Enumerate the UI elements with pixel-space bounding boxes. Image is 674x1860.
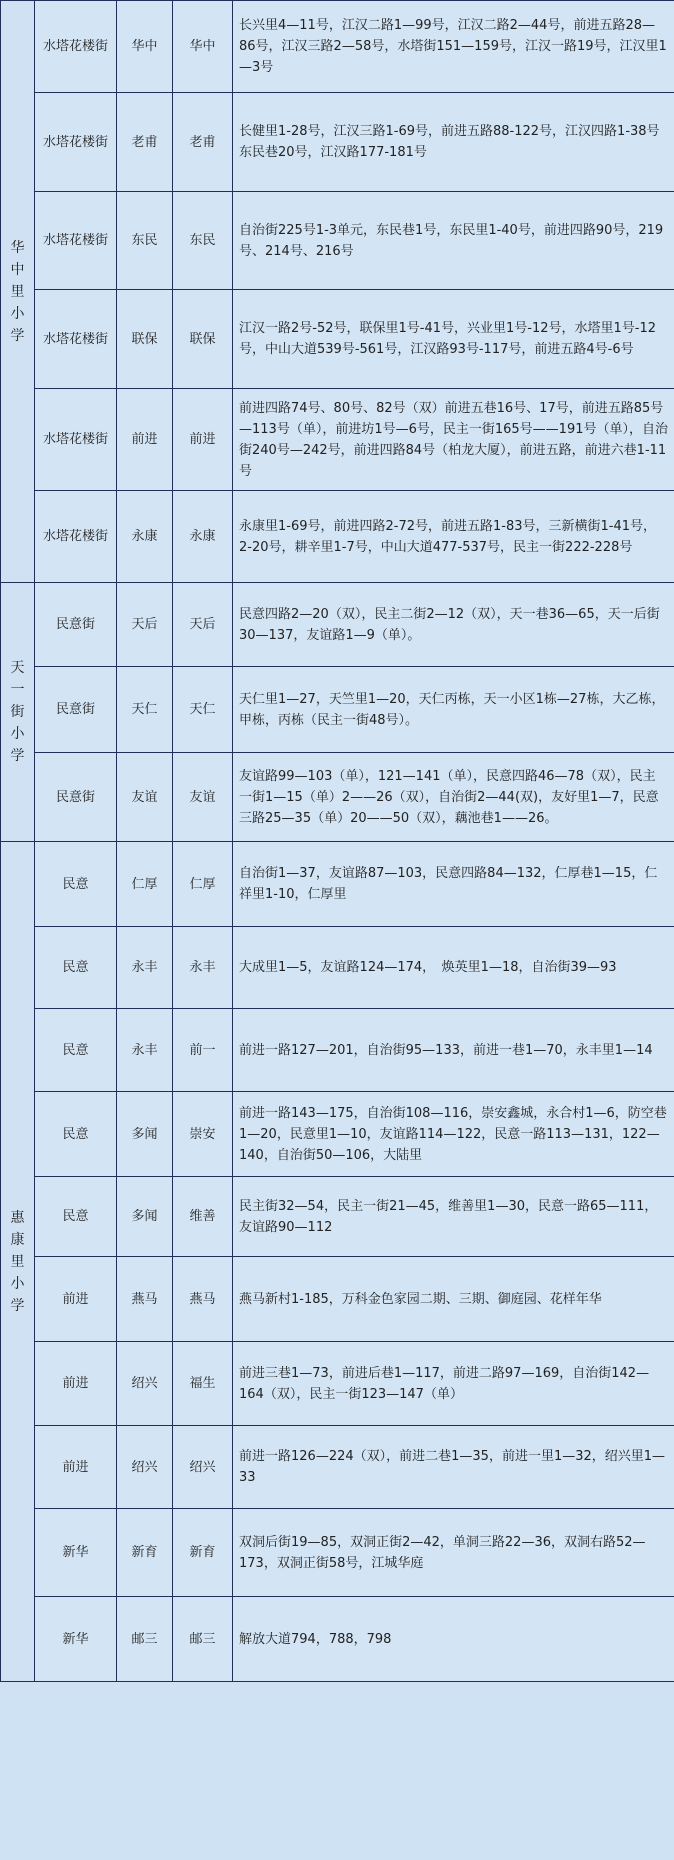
community-cell: 华中 (117, 1, 173, 93)
street-cell: 水塔花楼街 (35, 491, 117, 583)
zone-cell: 燕马 (173, 1257, 233, 1342)
community-cell: 天仁 (117, 667, 173, 753)
street-cell: 前进 (35, 1426, 117, 1509)
address-cell: 自治街225号1-3单元，东民巷1号，东民里1-40号，前进四路90号，219号、214号、216号 (233, 192, 674, 290)
community-cell: 多闻 (117, 1177, 173, 1257)
address-cell: 前进三巷1—73，前进后巷1—117，前进二路97—169，自治街142—164（双），民主一街123—147（单） (233, 1342, 674, 1426)
street-cell: 水塔花楼街 (35, 290, 117, 389)
school-name: 天一街小学 (10, 660, 25, 764)
address-cell: 长健里1-28号，江汉三路1-69号，前进五路88-122号，江汉四路1-38号东民巷20号，江汉路177-181号 (233, 93, 674, 192)
street-cell: 民意街 (35, 583, 117, 667)
zone-cell: 永丰 (173, 927, 233, 1009)
address-cell: 解放大道794，788，798 (233, 1597, 674, 1682)
zone-cell: 维善 (173, 1177, 233, 1257)
address-cell: 民主街32—54，民主一街21—45，维善里1—30，民意一路65—111，友谊路90—112 (233, 1177, 674, 1257)
zone-cell: 新育 (173, 1509, 233, 1597)
address-cell: 前进四路74号、80号、82号（双）前进五巷16号、17号，前进五路85号—113号（单），前进坊1号—6号，民主一街165号——191号（单），自治街240号—242号，前进四路84号（柏龙大厦），前进五路，前进六巷1-11号 (233, 389, 674, 491)
address-cell: 自治街1—37，友谊路87—103，民意四路84—132，仁厚巷1—15，仁祥里1-10，仁厚里 (233, 842, 674, 927)
community-cell: 天后 (117, 583, 173, 667)
street-cell: 水塔花楼街 (35, 389, 117, 491)
street-cell: 新华 (35, 1597, 117, 1682)
address-cell: 燕马新村1-185，万科金色家园二期、三期、御庭园、花样年华 (233, 1257, 674, 1342)
table-row (1, 389, 674, 491)
zone-cell: 老甫 (173, 93, 233, 192)
zone-cell: 前进 (173, 389, 233, 491)
address-cell: 友谊路99—103（单），121—141（单），民意四路46—78（双），民主一街1—15（单）2——26（双），自治街2—44(双)，友好里1—7，民意三路25—35（单）20——50（双），藕池巷1——26。 (233, 753, 674, 842)
community-cell: 绍兴 (117, 1342, 173, 1426)
community-cell: 联保 (117, 290, 173, 389)
table-row (1, 1426, 674, 1509)
address-cell: 前进一路127—201，自治街95—133，前进一巷1—70，永丰里1—14 (233, 1009, 674, 1092)
street-cell: 民意街 (35, 753, 117, 842)
table-row (1, 1509, 674, 1597)
community-cell: 东民 (117, 192, 173, 290)
street-cell: 水塔花楼街 (35, 93, 117, 192)
community-cell: 新育 (117, 1509, 173, 1597)
zone-cell: 天仁 (173, 667, 233, 753)
table-row (1, 1, 674, 93)
address-cell: 前进一路126—224（双），前进二巷1—35，前进一里1—32，绍兴里1—33 (233, 1426, 674, 1509)
table-row (1, 667, 674, 753)
school-cell (1, 583, 35, 842)
community-cell: 永丰 (117, 927, 173, 1009)
community-cell: 前进 (117, 389, 173, 491)
community-cell: 邮三 (117, 1597, 173, 1682)
table-row (1, 583, 674, 667)
table-row (1, 1342, 674, 1426)
street-cell: 民意 (35, 1009, 117, 1092)
street-cell: 水塔花楼街 (35, 192, 117, 290)
table-row (1, 1009, 674, 1092)
table-row (1, 1177, 674, 1257)
table-row (1, 192, 674, 290)
street-cell: 新华 (35, 1509, 117, 1597)
table-row (1, 491, 674, 583)
table-row (1, 290, 674, 389)
school-name: 惠康里小学 (10, 1209, 25, 1314)
table-row (1, 1257, 674, 1342)
zone-cell: 仁厚 (173, 842, 233, 927)
address-cell: 长兴里4—11号，江汉二路1—99号，江汉二路2—44号，前进五路28—86号，江汉三路2—58号，水塔街151—159号，江汉一路19号，江汉里1—3号 (233, 1, 674, 93)
street-cell: 水塔花楼街 (35, 1, 117, 93)
community-cell: 绍兴 (117, 1426, 173, 1509)
community-cell: 多闻 (117, 1092, 173, 1177)
zone-cell: 邮三 (173, 1597, 233, 1682)
community-cell: 仁厚 (117, 842, 173, 927)
zone-cell: 联保 (173, 290, 233, 389)
school-cell (1, 1, 35, 583)
zone-cell: 绍兴 (173, 1426, 233, 1509)
community-cell: 老甫 (117, 93, 173, 192)
table-row (1, 753, 674, 842)
zone-cell: 崇安 (173, 1092, 233, 1177)
address-cell: 永康里1-69号，前进四路2-72号，前进五路1-83号，三新横街1-41号，2-20号，耕辛里1-7号，中山大道477-537号，民主一街222-228号 (233, 491, 674, 583)
table-row (1, 93, 674, 192)
street-cell: 民意 (35, 1177, 117, 1257)
address-cell: 大成里1—5，友谊路124—174， 焕英里1—18，自治街39—93 (233, 927, 674, 1009)
address-cell: 双洞后街19—85，双洞正街2—42，单洞三路22—36，双洞右路52—173，双洞正街58号，江城华庭 (233, 1509, 674, 1597)
street-cell: 前进 (35, 1257, 117, 1342)
zone-cell: 前一 (173, 1009, 233, 1092)
address-cell: 民意四路2—20（双），民主二街2—12（双），天一巷36—65，天一后街30—137，友谊路1—9（单）。 (233, 583, 674, 667)
street-cell: 民意 (35, 842, 117, 927)
table-row (1, 1597, 674, 1682)
table-row (1, 927, 674, 1009)
address-cell: 江汉一路2号-52号，联保里1号-41号，兴业里1号-12号，水塔里1号-12号，中山大道539号-561号，江汉路93号-117号，前进五路4号-6号 (233, 290, 674, 389)
table-row (1, 1092, 674, 1177)
school-name: 华中里小学 (10, 239, 25, 344)
zone-cell: 福生 (173, 1342, 233, 1426)
community-cell: 燕马 (117, 1257, 173, 1342)
street-cell: 民意 (35, 1092, 117, 1177)
community-cell: 永丰 (117, 1009, 173, 1092)
community-cell: 永康 (117, 491, 173, 583)
address-cell: 前进一路143—175，自治街108—116，崇安鑫城，永合村1—6，防空巷1—20，民意里1—10，友谊路114—122，民意一路113—131，122—140，自治街50—106，大陆里 (233, 1092, 674, 1177)
zone-cell: 天后 (173, 583, 233, 667)
street-cell: 前进 (35, 1342, 117, 1426)
zone-cell: 东民 (173, 192, 233, 290)
table-row (1, 842, 674, 927)
street-cell: 民意 (35, 927, 117, 1009)
street-cell: 民意街 (35, 667, 117, 753)
address-cell: 天仁里1—27，天竺里1—20，天仁丙栋，天一小区1栋—27栋，大乙栋，甲栋，丙栋（民主一街48号）。 (233, 667, 674, 753)
school-cell (1, 842, 35, 1682)
zone-cell: 华中 (173, 1, 233, 93)
community-cell: 友谊 (117, 753, 173, 842)
zone-cell: 永康 (173, 491, 233, 583)
zone-cell: 友谊 (173, 753, 233, 842)
